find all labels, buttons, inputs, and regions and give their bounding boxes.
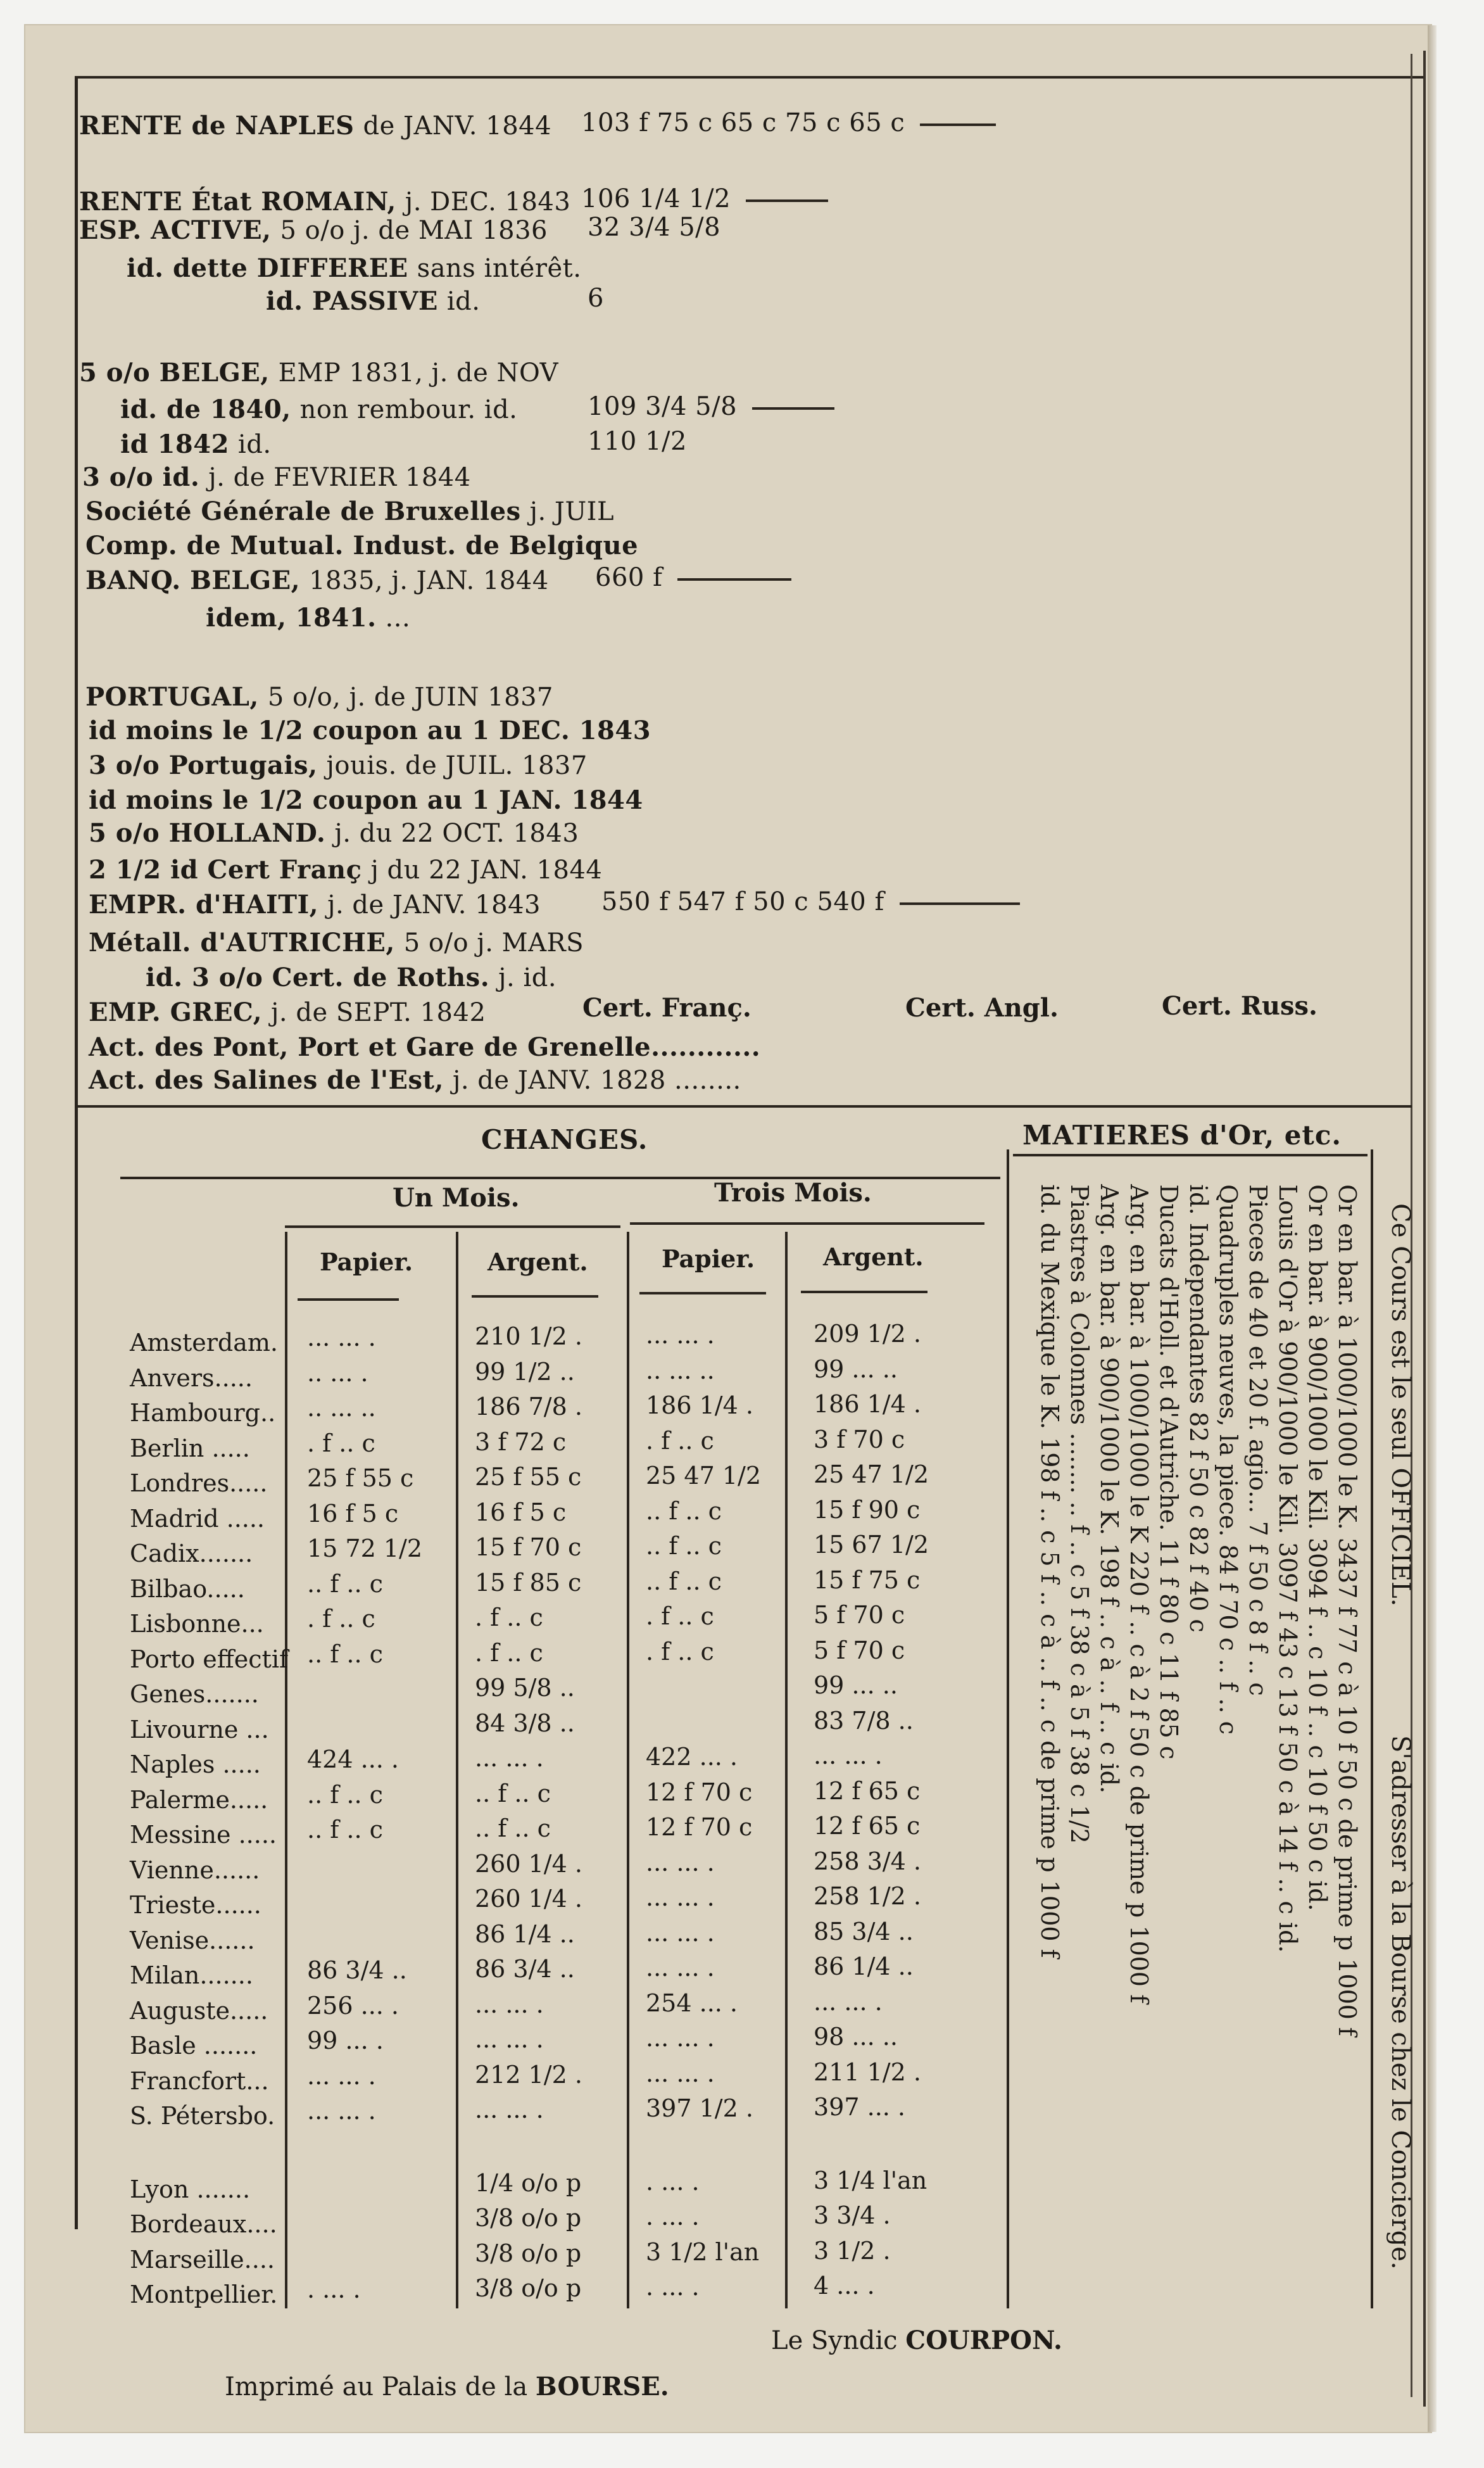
fund-name: id moins le 1/2 coupon au 1 DEC. 1843: [89, 716, 651, 745]
rate-cell-3: . ... .: [646, 2203, 700, 2231]
rate-dash: [752, 407, 834, 410]
rate-cell-3: .. f .. c: [646, 1532, 722, 1560]
fund-rate-value: 550 f 547 f 50 c 540 f: [601, 887, 884, 916]
rate-cell-3: 422 ... .: [646, 1743, 738, 1771]
col-head-papier-1: Papier.: [320, 1248, 413, 1276]
rate-cell-3: ... ... .: [646, 1848, 715, 1876]
fund-name: id. PASSIVE: [266, 286, 438, 316]
fund-name: PORTUGAL,: [85, 682, 259, 712]
city-name: Madrid .....: [130, 1504, 265, 1533]
fund-term: j. DEC. 1843: [405, 187, 571, 217]
rate-cell-2: 3 f 72 c: [475, 1427, 567, 1456]
trois-mois-label: Trois Mois.: [714, 1178, 872, 1208]
col-head-papier-2: Papier.: [662, 1244, 755, 1273]
city-name: Montpellier.: [130, 2281, 278, 2308]
rate-cell-1: 15 72 1/2: [307, 1535, 423, 1562]
rate-cell-4: 3 1/2 .: [814, 2236, 891, 2265]
un-mois-rule: [285, 1225, 620, 1228]
rate-cell-2: 1/4 o/o p: [475, 2168, 582, 2197]
rate-dash: [677, 578, 791, 581]
imprint-prefix: Imprimé au Palais de la: [225, 2372, 528, 2402]
rate-cell-3: 397 1/2 .: [646, 2094, 753, 2122]
city-name: Bordeaux....: [130, 2210, 277, 2238]
rate-cell-2: 3/8 o/o p: [475, 2204, 582, 2232]
fund-term: ...: [385, 604, 411, 633]
fund-name: Act. des Salines de l'Est,: [89, 1065, 444, 1095]
rate-cell-3: 3 1/2 l'an: [646, 2237, 760, 2266]
rate-cell-2: 25 f 55 c: [475, 1463, 582, 1491]
rate-cell-4: 186 1/4 .: [814, 1390, 921, 1418]
city-name: Genes.......: [130, 1680, 259, 1708]
un-mois-label: Un Mois.: [393, 1183, 520, 1213]
fund-name: id. de 1840,: [120, 395, 291, 424]
fund-rate: [588, 392, 834, 421]
rate-cell-3: 254 ... .: [646, 1989, 738, 2017]
matiere-line: Quadruples neuves, la piece. 84 f 70 c .. f .. c: [1214, 1184, 1242, 1735]
rate-cell-3: ... ... .: [646, 2024, 715, 2052]
imprint-name: BOURSE.: [535, 2372, 669, 2402]
rate-cell-4: 3 1/4 l'an: [814, 2166, 928, 2194]
rate-cell-4: 5 f 70 c: [814, 1636, 905, 1664]
rate-cell-2: 212 1/2 .: [475, 2060, 582, 2089]
city-name: Lyon .......: [130, 2175, 251, 2203]
col-divider-3: [627, 1232, 629, 2308]
fund-rate-value: 110 1/2: [588, 427, 687, 456]
rate-cell-1: .. f .. c: [307, 1640, 383, 1668]
fund-name: id moins le 1/2 coupon au 1 JAN. 1844: [89, 785, 643, 815]
rate-cell-2: ... ... .: [475, 1744, 544, 1772]
city-name: Bilbao.....: [130, 1574, 245, 1603]
col-head-underline-1: [298, 1298, 399, 1301]
rate-cell-1: 25 f 55 c: [307, 1464, 414, 1492]
fund-name: id. dette DIFFEREE: [127, 253, 408, 283]
city-name: Palerme.....: [130, 1785, 268, 1814]
fund-term: j. id.: [498, 963, 557, 992]
fund-term: j. de JANV. 1843: [327, 890, 541, 920]
fund-name: Act. des Pont, Port et Gare de Grenelle............: [89, 1032, 761, 1062]
rate-cell-1: .. f .. c: [307, 1816, 383, 1844]
city-name: Lisbonne...: [130, 1610, 264, 1638]
city-name: Messine .....: [130, 1821, 277, 1849]
rate-cell-2: 16 f 5 c: [475, 1498, 567, 1526]
rate-cell-3: .. ... ..: [646, 1356, 715, 1384]
matieres-note-divider: [1371, 1149, 1373, 2308]
rate-cell-1: . ... .: [307, 2275, 361, 2303]
fund-term: j. du 22 OCT. 1843: [334, 819, 579, 848]
fund-term: j. JUIL: [529, 497, 615, 526]
fund-term: j. de FEVRIER 1844: [208, 463, 471, 492]
fund-cert-franc: [89, 855, 602, 885]
col-head-underline-3: [639, 1292, 766, 1294]
fund-esp-active: [79, 215, 548, 245]
rate-cell-4: 209 1/2 .: [814, 1320, 921, 1348]
cert-angl-label: Cert. Angl.: [905, 993, 1059, 1023]
rate-cell-3: .. f .. c: [646, 1567, 722, 1595]
right-border: [1423, 51, 1426, 2407]
fund-name: RENTE de NAPLES: [79, 111, 355, 141]
trois-mois-rule: [630, 1222, 984, 1225]
rate-cell-3: . ... .: [646, 2167, 700, 2196]
rate-cell-2: .. f .. c: [475, 1814, 551, 1842]
fund-name: EMP. GREC,: [89, 997, 263, 1027]
rate-cell-1: 86 3/4 ..: [307, 1956, 407, 1984]
rate-cell-2: 3/8 o/o p: [475, 2239, 582, 2267]
fund-name: RENTE État ROMAIN,: [79, 187, 396, 217]
fund-rate: [588, 284, 604, 313]
rate-cell-4: 5 f 70 c: [814, 1601, 905, 1629]
fund-term: 5 o/o j. MARS: [403, 928, 584, 958]
rate-cell-1: .. ... .: [307, 1358, 368, 1387]
city-name: Venise......: [130, 1926, 255, 1954]
col-head-underline-2: [472, 1295, 598, 1298]
rate-cell-2: 84 3/8 ..: [475, 1709, 575, 1737]
left-border: [75, 76, 78, 2229]
fund-rate: [588, 427, 687, 456]
rate-cell-3: ... ... .: [646, 2059, 715, 2087]
fund-term: 1835, j. JAN. 1844: [309, 566, 549, 595]
syndic-signature: [771, 2326, 1062, 2355]
cert-russ-label: Cert. Russ.: [1162, 991, 1317, 1021]
fund-esp-differee: [127, 253, 581, 283]
rate-cell-4: 15 67 1/2: [814, 1531, 929, 1559]
fund-esp-passive: [266, 286, 480, 316]
fund-term: sans intérêt.: [417, 254, 582, 283]
fund-name: 3 o/o Portugais,: [89, 750, 318, 780]
rate-cell-4: 258 1/2 .: [814, 1882, 921, 1910]
city-name: Amsterdam.: [130, 1329, 278, 1357]
fund-rate-value: 660 f: [595, 563, 663, 592]
rate-cell-3: . f .. c: [646, 1426, 714, 1455]
fund-autriche-3: [146, 963, 556, 992]
rate-dash: [746, 199, 828, 202]
col-head-argent-2: Argent.: [823, 1243, 924, 1271]
rate-cell-1: 99 ... .: [307, 2027, 384, 2054]
fund-name: 2 1/2 id Cert Franç: [89, 855, 362, 885]
section-rule: [76, 1105, 1412, 1108]
fund-term: j. de JANV. 1828 ........: [452, 1066, 741, 1095]
rate-cell-3: 12 f 70 c: [646, 1778, 753, 1806]
rate-cell-2: 99 5/8 ..: [475, 1674, 575, 1702]
rate-cell-1: .. f .. c: [307, 1780, 383, 1809]
fund-belge-3: [82, 462, 471, 492]
rate-cell-4: 86 1/4 ..: [814, 1952, 914, 1980]
fund-banq-idem: [206, 603, 410, 633]
matiere-line: Pieces de 40 et 20 f. agio... 7 f 50 c 8 f .. c: [1244, 1184, 1272, 1696]
rate-cell-1: ... ... .: [307, 1324, 376, 1351]
fund-name: id 1842: [120, 429, 229, 459]
fund-name: 5 o/o HOLLAND.: [89, 818, 326, 848]
rate-cell-4: 12 f 65 c: [814, 1812, 921, 1840]
matiere-line: Piastres à Colonnes ........ .. f .. c 5 f 38 c à 5 f 38 c 1/2: [1066, 1184, 1093, 1844]
rate-cell-4: 12 f 65 c: [814, 1776, 921, 1805]
rate-cell-3: ... ... .: [646, 1954, 715, 1982]
city-name: Auguste.....: [130, 1996, 268, 2025]
concierge-note: S'adresser à la Bourse chez le Concierge.: [1386, 1735, 1415, 2270]
rate-cell-4: 25 47 1/2: [814, 1460, 929, 1488]
city-name: Naples .....: [130, 1750, 261, 1778]
fund-belge-1840: [120, 395, 517, 424]
rate-cell-1: .. ... ..: [307, 1394, 376, 1422]
rate-cell-1: ... ... .: [307, 2097, 376, 2125]
fund-term: 5 o/o, j. de JUIN 1837: [267, 683, 553, 712]
rate-cell-4: 211 1/2 .: [814, 2058, 921, 2086]
fund-naples: [79, 111, 551, 141]
city-name: Basle .......: [130, 2032, 258, 2060]
official-note: Ce Cours est le seul OFFICIEL.: [1386, 1203, 1415, 1607]
rate-cell-1: 256 ... .: [307, 1991, 399, 2020]
rate-cell-3: 186 1/4 .: [646, 1391, 753, 1419]
rate-cell-2: 15 f 85 c: [475, 1568, 582, 1597]
rate-cell-4: 98 ... ..: [814, 2023, 898, 2051]
rate-cell-1: ... ... .: [307, 2061, 376, 2090]
col-head-argent-1: Argent.: [487, 1248, 588, 1276]
fund-rate: [581, 108, 996, 137]
rate-cell-1: 16 f 5 c: [307, 1499, 399, 1528]
fund-name: BANQ. BELGE,: [85, 566, 301, 595]
matieres-head-rule: [1013, 1154, 1368, 1156]
fund-portugal: [85, 682, 553, 712]
matiere-line: Arg. en bar. à 1000/1000 le K 220 f .. c à 2 f 50 c de prime p 1000 f: [1125, 1184, 1153, 2004]
fund-term: j. de SEPT. 1842: [271, 998, 486, 1027]
rate-cell-3: ... ... .: [646, 1918, 715, 1947]
fund-rate-value: 103 f 75 c 65 c 75 c 65 c: [581, 108, 905, 137]
city-name: Londres.....: [130, 1469, 268, 1497]
fund-term: id.: [237, 430, 272, 459]
rate-cell-1: . f .. c: [307, 1429, 375, 1457]
fund-banq-belge: [85, 566, 549, 595]
matiere-line: Or en bar. à 900/1000 le Kil. 3094 f .. c 10 f .. c 10 f 50 c id.: [1304, 1184, 1331, 1911]
fund-rate-value: 32 3/4 5/8: [588, 213, 721, 242]
fund-rate: [581, 184, 828, 213]
rate-cell-2: . f .. c: [475, 1638, 543, 1667]
rate-cell-3: ... ... .: [646, 1883, 715, 1911]
rate-cell-1: . f .. c: [307, 1605, 375, 1633]
fund-belge-1842: [120, 429, 272, 459]
fund-rate-value: 6: [588, 284, 604, 313]
rate-cell-2: 86 3/4 ..: [475, 1955, 575, 1983]
city-name: Hambourg..: [130, 1399, 276, 1427]
fund-term: jouis. de JUIL. 1837: [326, 751, 588, 780]
syndic-name: COURPON.: [905, 2326, 1062, 2355]
matiere-line: Ducats d'Holl. et d'Autriche. 11 f 80 c 11 f 85 c: [1155, 1184, 1183, 1760]
fund-name: EMPR. d'HAITI,: [89, 890, 319, 920]
changes-title: CHANGES.: [481, 1124, 648, 1155]
fund-term: 5 o/o j. de MAI 1836: [280, 216, 548, 245]
rate-cell-2: ... ... .: [475, 2096, 544, 2123]
rate-cell-2: 260 1/4 .: [475, 1885, 582, 1913]
fund-term: de JANV. 1844: [363, 111, 552, 141]
city-name: Berlin .....: [130, 1434, 250, 1462]
rate-cell-1: .. f .. c: [307, 1569, 383, 1598]
fund-term: id.: [446, 287, 481, 316]
rate-cell-2: ... ... .: [475, 1990, 544, 2018]
matiere-line: Louis d'Or à 900/1000 le Kil. 3097 f 43 c 13 f 50 c à 14 f .. c id.: [1274, 1184, 1302, 1953]
rate-cell-4: 99 ... ..: [814, 1671, 898, 1699]
rate-cell-2: 15 f 70 c: [475, 1533, 582, 1561]
fund-haiti: [89, 890, 541, 920]
fund-rate-value: 109 3/4 5/8: [588, 392, 738, 421]
fund-holland: [89, 818, 579, 848]
col-divider-2: [456, 1232, 458, 2308]
changes-matieres-divider: [1007, 1149, 1009, 2308]
rate-cell-2: 86 1/4 ..: [475, 1920, 575, 1948]
rate-cell-3: 25 47 1/2: [646, 1462, 762, 1490]
top-rule: [75, 76, 1423, 79]
fund-rate-value: 106 1/4 1/2: [581, 184, 731, 213]
rate-cell-4: 3 3/4 .: [814, 2201, 891, 2229]
fund-mutual: [85, 531, 638, 560]
city-name: Anvers.....: [130, 1364, 253, 1392]
fund-port-moins2: [89, 785, 643, 815]
fund-grenelle: [89, 1032, 760, 1062]
rate-dash: [900, 902, 1020, 905]
city-name: Trieste......: [130, 1891, 261, 1919]
col-divider-4: [785, 1232, 788, 2308]
city-name: Livourne ...: [130, 1715, 269, 1743]
matiere-line: id. Independantes 82 f 50 c 82 f 40 c: [1185, 1184, 1212, 1633]
syndic-prefix: Le Syndic: [771, 2326, 898, 2355]
fund-name: Comp. de Mutual. Indust. de Belgique: [85, 531, 639, 560]
rate-dash: [920, 123, 996, 126]
fund-port-3: [89, 750, 588, 780]
city-name: Porto effectif: [130, 1645, 289, 1673]
rate-cell-4: 15 f 90 c: [814, 1495, 921, 1524]
fund-rate: [595, 563, 791, 592]
col-divider-1: [285, 1232, 287, 2308]
rate-cell-2: .. f .. c: [475, 1779, 551, 1807]
rate-cell-4: 15 f 75 c: [814, 1566, 921, 1594]
city-name: Francfort...: [130, 2066, 269, 2095]
city-name: S. Pétersbo.: [130, 2102, 275, 2130]
rate-cell-1: 424 ... .: [307, 1745, 399, 1773]
city-name: Cadix.......: [130, 1540, 253, 1567]
fund-belge-1831: [79, 358, 558, 388]
fund-name: 5 o/o BELGE,: [79, 358, 270, 388]
matiere-line: id. du Mexique le K. 198 f .. c 5 f .. c à .. f .. c de prime p 1000 f: [1036, 1184, 1064, 1958]
rate-cell-3: .. f .. c: [646, 1497, 722, 1525]
rate-cell-2: 99 1/2 ..: [475, 1357, 575, 1386]
rate-cell-4: 3 f 70 c: [814, 1425, 905, 1453]
fund-rate: [588, 213, 720, 242]
rate-cell-3: . f .. c: [646, 1637, 714, 1666]
fund-name: Métall. d'AUTRICHE,: [89, 928, 395, 958]
fund-term: EMP 1831, j. de NOV: [278, 358, 558, 388]
rate-cell-3: 12 f 70 c: [646, 1813, 753, 1841]
fund-name: ESP. ACTIVE,: [79, 215, 272, 245]
city-name: Milan.......: [130, 1961, 253, 1989]
city-name: Marseille....: [130, 2245, 275, 2274]
city-name: Vienne......: [130, 1856, 260, 1884]
cert-franc-label: Cert. Franç.: [582, 993, 751, 1023]
col-head-underline-4: [801, 1291, 928, 1293]
fund-name: Société Générale de Bruxelles: [85, 497, 521, 526]
fund-rate: [601, 887, 1020, 916]
rate-cell-2: 260 1/4 .: [475, 1849, 582, 1878]
rate-cell-4: 83 7/8 ..: [814, 1706, 914, 1735]
rate-cell-3: ... ... .: [646, 1321, 715, 1349]
rate-cell-3: . ... .: [646, 2273, 700, 2301]
fund-soc-gen: [85, 497, 614, 526]
rate-cell-4: 258 3/4 .: [814, 1847, 921, 1875]
fund-name: 3 o/o id.: [82, 462, 200, 492]
fund-term: j du 22 JAN. 1844: [370, 856, 603, 885]
fund-grec: [89, 997, 486, 1027]
fund-romain: [79, 187, 570, 217]
rate-cell-2: 3/8 o/o p: [475, 2274, 582, 2302]
fund-name: idem, 1841.: [206, 603, 377, 633]
rate-cell-2: 186 7/8 .: [475, 1393, 582, 1421]
rate-cell-4: ... ... .: [814, 1987, 883, 2016]
rate-cell-4: 4 ... .: [814, 2272, 875, 2300]
rate-cell-2: . f .. c: [475, 1604, 543, 1631]
rate-cell-2: 210 1/2 .: [475, 1322, 582, 1350]
rate-cell-4: ... ... .: [814, 1742, 883, 1769]
fund-port-moins: [89, 716, 651, 745]
rate-cell-4: 99 ... ..: [814, 1355, 898, 1383]
imprint-line: [225, 2372, 669, 2402]
fund-autriche: [89, 928, 584, 958]
rate-cell-3: . f .. c: [646, 1602, 714, 1630]
fund-salines: [89, 1065, 741, 1095]
rate-cell-2: ... ... .: [475, 2025, 544, 2053]
rate-cell-4: 397 ... .: [814, 2093, 906, 2121]
matiere-line: Arg. en bar. à 900/1000 le K. 198 f .. c à .. f .. c id.: [1095, 1184, 1123, 1794]
rate-cell-4: 85 3/4 ..: [814, 1917, 914, 1946]
matieres-title: MATIERES d'Or, etc.: [1022, 1120, 1342, 1151]
page-edge: [1428, 25, 1437, 2432]
fund-term: non rembour. id.: [299, 395, 518, 424]
fund-name: id. 3 o/o Cert. de Roths.: [146, 963, 490, 992]
matiere-line: Or en bar. à 1000/1000 le K. 3437 f 77 c à 10 f 50 c de prime p 1000 f: [1333, 1184, 1361, 2037]
